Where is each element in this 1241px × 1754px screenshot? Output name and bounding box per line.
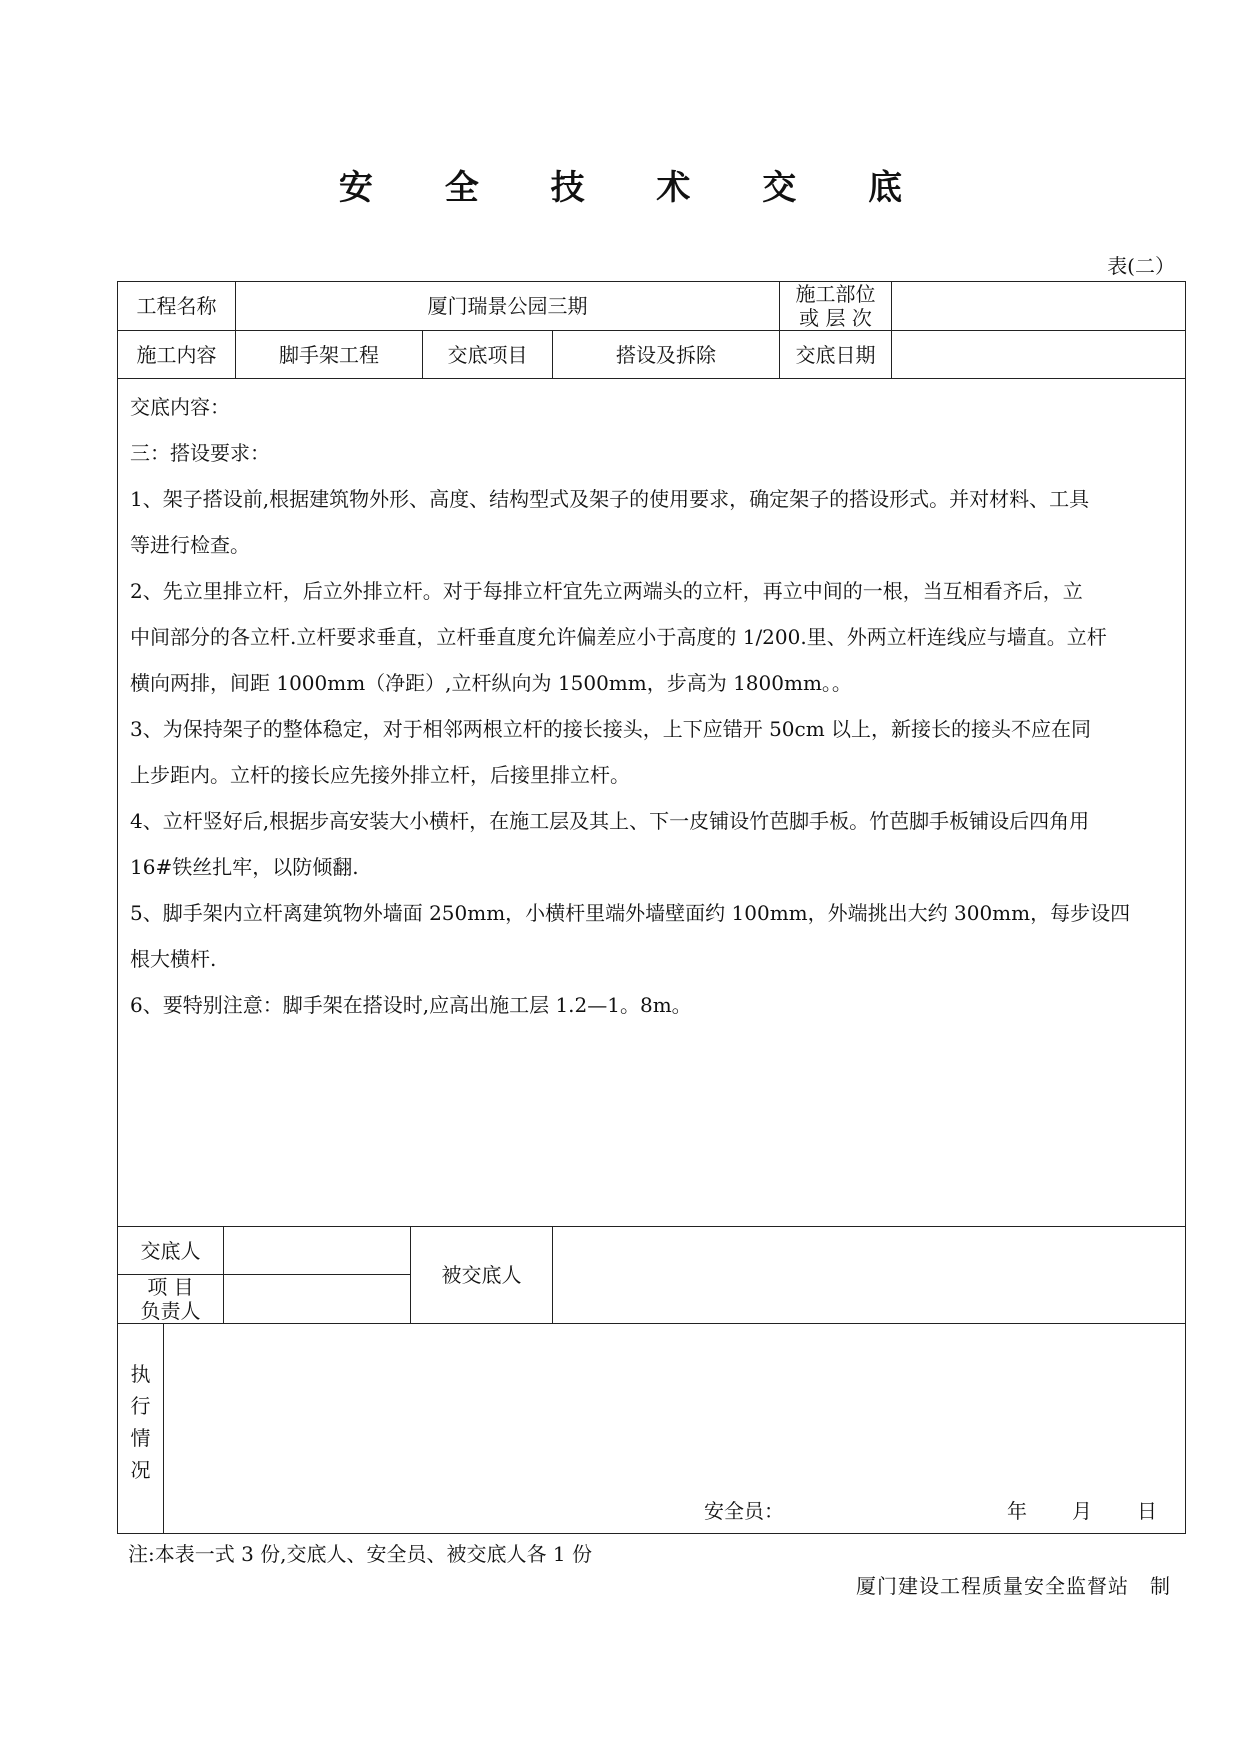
- recipient-signature: [553, 1227, 1186, 1324]
- execution-row: [118, 1324, 1186, 1534]
- content-line: 6、要特别注意：脚手架在搭设时,应高出施工层 1.2—1。8m。: [130, 993, 692, 1017]
- document-title: 安 全 技 术 交 底: [338, 168, 933, 208]
- execution-label-char: 情: [130, 1426, 151, 1450]
- project-manager-label-line2: 负责人: [140, 1299, 201, 1323]
- form-number: 表(二）: [1107, 254, 1175, 278]
- location-value: [892, 282, 1186, 331]
- construction-content-label: 施工内容: [118, 331, 236, 379]
- briefing-content-heading: 交底内容：: [130, 395, 230, 419]
- year-label: 年: [1007, 1499, 1027, 1523]
- content-line: 16#铁丝扎牢，以防倾翻.: [130, 855, 359, 879]
- project-name-value: 厦门瑞景公园三期: [236, 282, 780, 331]
- location-label-line2: 或 层 次: [799, 306, 872, 330]
- project-name-label: 工程名称: [118, 282, 236, 331]
- content-line: 3、为保持架子的整体稳定，对于相邻两根立杆的接长接头，上下应错开 50cm 以上，新接长的接头不应在同: [130, 717, 1092, 741]
- briefing-item-label: 交底项目: [423, 331, 553, 379]
- signature-row-1: [118, 1227, 1186, 1275]
- content-line: 上步距内。立杆的接长应先接外排立杆，后接里排立杆。: [130, 763, 630, 787]
- execution-label-char: 况: [130, 1458, 151, 1482]
- briefing-date-value: [892, 331, 1186, 379]
- project-manager-label-line1: 项 目: [147, 1275, 194, 1299]
- execution-footer: [164, 1495, 1185, 1523]
- project-manager-signature: [224, 1275, 411, 1324]
- construction-content-value: 脚手架工程: [236, 331, 423, 379]
- safety-officer-label: 安全员：: [704, 1499, 784, 1523]
- execution-status-label: [118, 1324, 164, 1534]
- copies-note: 注:本表一式 3 份,交底人、安全员、被交底人各 1 份: [128, 1542, 592, 1566]
- safety-briefing-form: [117, 281, 1186, 1534]
- content-line: 1、架子搭设前,根据建筑物外形、高度、结构型式及架子的使用要求，确定架子的搭设形式。并对材料、工具: [130, 487, 1090, 511]
- content-line: 2、先立里排立杆，后立外排立杆。对于每排立杆宜先立两端头的立杆，再立中间的一根，当互相看齐后，立: [130, 579, 1083, 603]
- recipient-label: 被交底人: [411, 1227, 553, 1324]
- briefing-content-cell: [118, 379, 1186, 1227]
- month-label: 月: [1072, 1499, 1092, 1523]
- location-label-line1: 施工部位: [795, 282, 876, 306]
- content-row: [118, 331, 1186, 379]
- content-line: 等进行检查。: [130, 533, 250, 557]
- execution-status-content: [164, 1324, 1186, 1534]
- section-heading: 三：搭设要求：: [130, 441, 270, 465]
- execution-label-char: 行: [130, 1394, 151, 1418]
- briefing-date-label: 交底日期: [780, 331, 892, 379]
- location-label: [780, 282, 892, 331]
- project-manager-label: [118, 1275, 224, 1324]
- content-line: 4、立杆竖好后,根据步高安装大小横杆，在施工层及其上、下一皮铺设竹芭脚手板。竹芭脚手板铺设后四角用: [130, 809, 1090, 833]
- project-row: [118, 282, 1186, 331]
- execution-label-char: 执: [130, 1362, 151, 1386]
- presenter-signature: [224, 1227, 411, 1275]
- content-line: 5、脚手架内立杆离建筑物外墙面 250mm，小横杆里端外墙壁面约 100mm，外端挑出大约 300mm，每步设四: [130, 901, 1131, 925]
- content-line: 中间部分的各立杆.立杆要求垂直，立杆垂直度允许偏差应小于高度的 1/200.里、外两立杆连线应与墙直。立杆: [130, 625, 1107, 649]
- issuer-line: 厦门建设工程质量安全监督站 制: [856, 1574, 1171, 1598]
- content-line: 根大横杆.: [130, 947, 217, 971]
- briefing-content-row: [118, 379, 1186, 1227]
- day-label: 日: [1137, 1499, 1157, 1523]
- briefing-item-value: 搭设及拆除: [553, 331, 780, 379]
- presenter-label: 交底人: [118, 1227, 224, 1275]
- content-line: 横向两排，间距 1000mm（净距）,立杆纵向为 1500mm，步高为 1800mm。。: [130, 671, 852, 695]
